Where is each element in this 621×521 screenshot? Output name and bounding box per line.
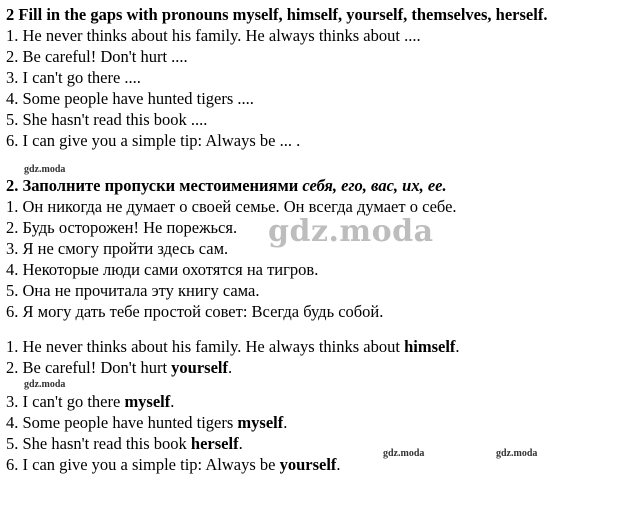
answer-end-6: . [336, 455, 341, 474]
translation-4: 4. Некоторые люди сами охотятся на тигров. [6, 260, 319, 279]
translation-2: 2. Будь осторожен! Не порежься. [6, 218, 238, 237]
watermark-small-3: gdz.moda [383, 448, 425, 459]
watermark-small-1: gdz.moda [24, 164, 66, 175]
translation-6: 6. Я могу дать тебе простой совет: Всегда будь собой. [6, 302, 384, 321]
answer-end-3: . [170, 392, 175, 411]
answer-line-2 [6, 357, 232, 378]
answer-end-1: . [455, 337, 460, 356]
watermark-large: gdz.moda [268, 214, 434, 249]
answer-word-2: yourself [171, 358, 228, 377]
answer-text-4: 4. Some people have hunted tigers [6, 413, 238, 432]
translation-title [6, 175, 447, 196]
task-title: 2 Fill in the gaps with pronouns myself, himself, yourself, themselves, herself. [6, 5, 548, 24]
gap-sentence-2: 2. Be careful! Don't hurt .... [6, 47, 188, 66]
answer-word-6: yourself [279, 455, 337, 474]
answer-line-1 [6, 336, 460, 357]
translation-5: 5. Она не прочитала эту книгу сама. [6, 281, 260, 300]
answer-word-5: herself [190, 434, 239, 453]
answer-line-6 [6, 454, 341, 475]
answer-word-4: myself [237, 413, 284, 432]
translation-title-lead: 2. Заполните пропуски местоимениями [6, 176, 303, 195]
answer-text-6: 6. I can give you a simple tip: Always be [6, 455, 280, 474]
answer-word-1: himself [404, 337, 456, 356]
translation-3: 3. Я не смогу пройти здесь сам. [6, 239, 229, 258]
translation-1: 1. Он никогда не думает о своей семье. Он всегда думает о себе. [6, 197, 457, 216]
answer-text-1: 1. He never thinks about his family. He always thinks about [6, 337, 405, 356]
answer-line-5 [6, 433, 243, 454]
gap-sentence-5: 5. She hasn't read this book .... [6, 110, 208, 129]
gap-sentence-6: 6. I can give you a simple tip: Always be ... . [6, 131, 301, 150]
watermark-small-2: gdz.moda [24, 379, 66, 390]
answer-end-4: . [283, 413, 288, 432]
answer-line-3 [6, 391, 174, 412]
answer-line-4 [6, 412, 287, 433]
answer-text-5: 5. She hasn't read this book [6, 434, 191, 453]
answer-word-3: myself [124, 392, 171, 411]
answer-text-3: 3. I can't go there [6, 392, 125, 411]
answer-end-2: . [228, 358, 233, 377]
gap-sentence-4: 4. Some people have hunted tigers .... [6, 89, 254, 108]
watermark-small-4: gdz.moda [496, 448, 538, 459]
gap-sentence-3: 3. I can't go there .... [6, 68, 141, 87]
answer-text-2: 2. Be careful! Don't hurt [6, 358, 172, 377]
translation-title-words: себя, его, вас, их, ее. [302, 176, 447, 195]
answer-end-5: . [238, 434, 243, 453]
gap-sentence-1: 1. He never thinks about his family. He always thinks about .... [6, 26, 421, 45]
